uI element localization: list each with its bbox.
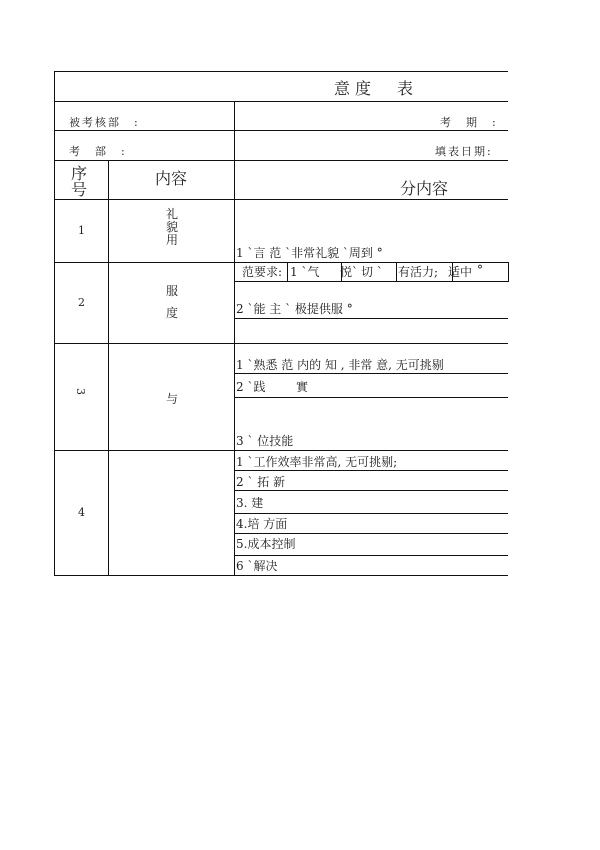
row-content-char: 服 <box>166 284 179 298</box>
criteria-item: 5.成本控制 <box>236 537 296 551</box>
row-content-char: 礼 <box>166 207 179 221</box>
requirement-cell: 1 `气 <box>290 265 320 279</box>
row-4-item-underline <box>234 513 508 514</box>
requirement-cell-divider <box>396 262 397 282</box>
overlapping-glyph: 實 <box>296 380 309 394</box>
criteria-item: 2 `能 主 ` 极提供服 ° <box>236 302 353 316</box>
row-1-divider <box>54 262 508 263</box>
row-3-item-underline <box>234 397 508 398</box>
criteria-item: 2 ` 拓 新 <box>236 475 286 489</box>
row-content-char: 与 <box>166 392 179 406</box>
criteria-item: 3. 建 <box>236 496 264 510</box>
requirement-cell-right-border <box>508 262 509 282</box>
score-content-column-header: 分内容 <box>400 179 449 198</box>
row-3-divider <box>54 450 508 451</box>
criteria-item: 4.培 方面 <box>236 517 288 531</box>
criteria-item: 1 `工作效率非常高, 无可挑剔; <box>236 455 398 469</box>
column-header-divider <box>54 199 508 200</box>
dept-label: 被考核部 : <box>69 116 140 129</box>
seq-column-header-bottom: 号 <box>71 180 88 199</box>
requirement-cells-border <box>234 281 508 282</box>
requirement-cell: 有活力; <box>398 265 439 279</box>
title-divider <box>54 101 508 102</box>
row-content-char: 用 <box>166 233 179 247</box>
criteria-item: 3 ` 位技能 <box>236 434 294 448</box>
criteria-item: 2 `践 <box>236 380 266 394</box>
row-4-item-underline <box>234 533 508 534</box>
row-4-item-underline <box>234 490 508 491</box>
requirement-cell-divider <box>287 262 288 282</box>
period-label: 考 期 : <box>440 116 498 129</box>
requirement-label: 范要求: <box>242 265 283 279</box>
form-title: 意度 表 <box>334 79 419 98</box>
row-4-item-underline <box>234 555 508 556</box>
header-divider-1 <box>54 130 508 131</box>
seq-column-divider <box>108 160 109 576</box>
row-4-item-underline <box>234 470 508 471</box>
header-vertical-divider <box>234 101 235 161</box>
requirement-cell: 适中 <box>448 265 473 279</box>
requirement-cell: 切 ` <box>361 265 383 279</box>
table-border-bottom <box>54 575 508 576</box>
seq-column-header-top: 序 <box>71 164 88 183</box>
row-2-divider <box>54 343 508 344</box>
header-divider-2 <box>54 160 508 161</box>
table-border-left <box>54 71 55 575</box>
criteria-item: 6 `解决 <box>236 559 278 573</box>
row-content-char: 貌 <box>166 220 179 234</box>
row-seq: 3 <box>74 388 87 394</box>
table-border-top <box>54 71 508 72</box>
row-seq: 4 <box>78 506 85 519</box>
row-3-item-underline <box>234 373 508 374</box>
row-seq: 2 <box>78 296 85 309</box>
requirement-cell: ° <box>477 263 483 277</box>
content-column-header: 内容 <box>155 169 188 188</box>
assessor-label: 考 部 : <box>69 145 127 158</box>
row-2-item-underline <box>234 318 508 319</box>
criteria-item: 1 `言 范 `非常礼貌 `周到 ° <box>236 246 383 260</box>
criteria-item: 1 `熟悉 范 内的 知 , 非常 意, 无可挑剔 <box>236 358 444 372</box>
requirement-cell: 悦` <box>340 265 359 279</box>
row-seq: 1 <box>78 224 85 237</box>
row-content-char: 度 <box>166 306 179 320</box>
fill-date-label: 填表日期: <box>435 145 493 158</box>
